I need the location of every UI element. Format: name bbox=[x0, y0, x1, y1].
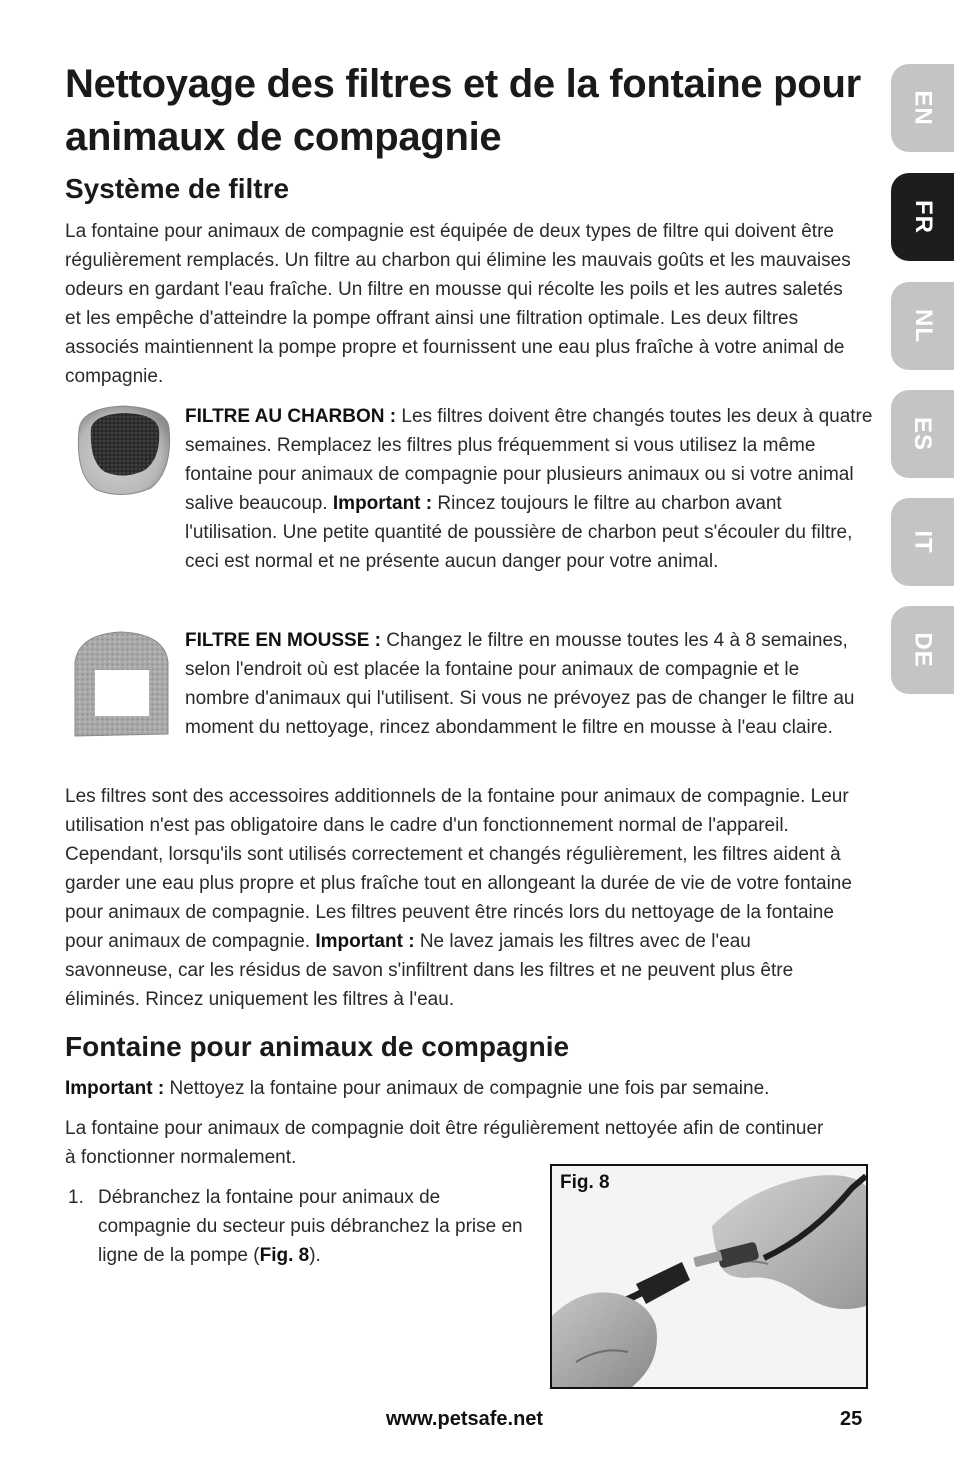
accessories-important-label: Important : bbox=[315, 931, 415, 952]
tab-label: FR bbox=[909, 200, 937, 234]
tab-label: ES bbox=[909, 416, 937, 452]
foam-filter-image bbox=[71, 628, 171, 740]
section-heading-fountain: Fontaine pour animaux de compagnie bbox=[65, 1031, 570, 1062]
foam-filter-text: Changez le filtre en mousse toutes les 4 à 8 semaines, selon l'endroit où est placée la fontaine pour animaux de compagnie et le nombre d'animaux qui l'utilisent. Si vous ne prévoyez pas de changer le filtre au moment du nettoyage, rincez abondamment le filtre en mousse à l'eau claire. bbox=[185, 630, 855, 738]
tab-lang-fr[interactable] bbox=[891, 173, 954, 261]
weekly-important-label: Important : bbox=[65, 1078, 165, 1099]
charcoal-filter-image bbox=[71, 400, 175, 498]
fountain-intro-paragraph: La fontaine pour animaux de compagnie doit être régulièrement nettoyée afin de continuer à fonctionner normalement. bbox=[65, 1118, 824, 1168]
figure-8 bbox=[550, 1164, 868, 1389]
foam-filter-label: FILTRE EN MOUSSE : bbox=[185, 630, 381, 651]
step-text bbox=[98, 1183, 535, 1270]
unplug-illustration bbox=[552, 1166, 866, 1387]
charcoal-important-label: Important : bbox=[332, 493, 433, 514]
tab-label: DE bbox=[909, 632, 937, 668]
section-heading-filter-system: Système de filtre bbox=[65, 173, 290, 204]
figure-label: Fig. 8 bbox=[560, 1172, 610, 1193]
step-number: 1. bbox=[68, 1187, 84, 1208]
list-item bbox=[65, 1183, 535, 1270]
cleaning-steps-list bbox=[65, 1183, 535, 1270]
charcoal-important-text: Rincez toujours le filtre au charbon avant l'utilisation. Une petite quantité de poussière de charbon peut s'écouler du filtre, ceci est normal et ne présente aucun danger pour votre animal. bbox=[185, 493, 853, 572]
tab-label: IT bbox=[909, 530, 937, 554]
accessories-important-text: Ne lavez jamais les filtres avec de l'eau savonneuse, car les résidus de savon s'infiltrent dans les filtres et ne peuvent plus être éliminés. Rincez uniquement les filtres à l'eau. bbox=[65, 931, 794, 1010]
accessories-text: Les filtres sont des accessoires additionnels de la fontaine pour animaux de compagnie. Leur utilisation n'est pas obligatoire dans le cadre d'un fonctionnement normal de l'appareil. Cependant, lorsqu'ils sont utilisés correctement et changés régulièrement, les filtres aident à garder une eau plus propre et plus fraîche tout en allongeant la durée de vie de votre fontaine pour animaux de compagnie. Les filtres peuvent être rincés lors du nettoyage de la fontaine pour animaux de compagnie. bbox=[65, 786, 852, 952]
tab-lang-it[interactable] bbox=[891, 498, 954, 586]
foam-filter-paragraph bbox=[185, 626, 865, 742]
footer-url-link[interactable]: www.petsafe.net bbox=[386, 1408, 544, 1430]
tab-lang-en[interactable] bbox=[891, 64, 954, 152]
page-number: 25 bbox=[840, 1408, 863, 1430]
tab-lang-nl[interactable] bbox=[891, 282, 954, 370]
weekly-important-text: Nettoyez la fontaine pour animaux de compagnie une fois par semaine. bbox=[164, 1078, 770, 1099]
charcoal-filter-paragraph bbox=[185, 402, 875, 576]
charcoal-filter-label: FILTRE AU CHARBON : bbox=[185, 406, 397, 427]
weekly-cleaning-paragraph bbox=[65, 1074, 865, 1103]
charcoal-filter-text: Les filtres doivent être changés toutes les deux à quatre semaines. Remplacez les filtres plus fréquemment si vous utilisez la même fontaine pour animaux de compagnie pour plusieurs animaux ou si votre animal salive beaucoup. bbox=[185, 406, 873, 514]
step-text-part: Débranchez la fontaine pour animaux de compagnie du secteur puis débranchez la prise en ligne de la pompe ( bbox=[98, 1187, 523, 1266]
accessories-paragraph bbox=[65, 782, 863, 1014]
page-title: Nettoyage des filtres et de la fontaine pour animaux de compagnie bbox=[65, 62, 861, 159]
step-figure-ref: Fig. 8 bbox=[259, 1245, 310, 1266]
tab-label: NL bbox=[909, 309, 937, 343]
step-text-end: ). bbox=[309, 1245, 321, 1266]
tab-label: EN bbox=[909, 90, 937, 126]
tab-lang-de[interactable] bbox=[891, 606, 954, 694]
filter-intro-paragraph: La fontaine pour animaux de compagnie est équipée de deux types de filtre qui doivent être régulièrement remplacés. Un filtre au charbon qui élimine les mauvais goûts et les mauvaises odeurs en gardant l'eau fraîche. Un filtre en mousse qui récolte les poils et les autres saletés et les empêche d'atteindre la pompe offrant ainsi une filtration optimale. Les deux filtres associés maintiennent la pompe propre et fournissent une eau plus fraîche à votre animal de compagnie. bbox=[65, 221, 851, 387]
tab-lang-es[interactable] bbox=[891, 390, 954, 478]
